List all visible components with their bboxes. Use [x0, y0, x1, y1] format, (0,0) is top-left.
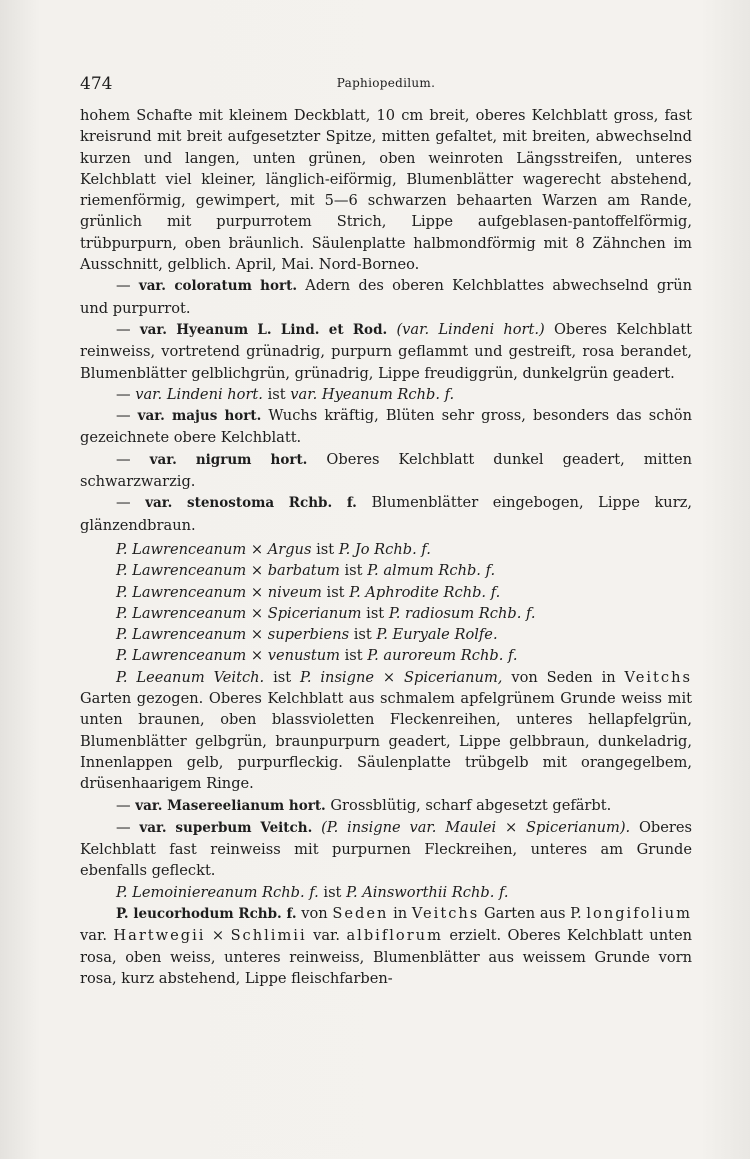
- variety-nigrum: — var. nigrum hort. Oberes Kelchblatt dunkel geadert, mitten schwarzwarzig.: [80, 450, 693, 491]
- hybrid-line: P. Lawrenceanum × venustum ist P. auroreum Rchb. f.: [116, 647, 518, 665]
- paragraph-main: hohem Schafte mit kleinem Deckblatt, 10 cm breit, oberes Kelchblatt gross, fast kreisrund mit breit aufgesetzter Spitze, mitten gefaltet, mit breiten, abwechselnd kurzen und langen, unten grünen, oben weinroten Längsstreifen, unteres Kelchblatt viel kleiner, länglich-eiförmig, Blumenblätter wagerecht abstehend, riemenförmig, gewimpert, mit 5—6 schwarzen behaarten Warzen am Rande, grünlich mit purpurrotem Strich, Lippe aufgeblasen-pantoffelförmig, trübpurpurn, oben bräunlich. Säulenplatte halbmondförmig mit 8 Zähnchen im Ausschnitt, gelblich. April, Mai. Nord-Borneo.: [80, 107, 692, 274]
- page-header: [80, 74, 692, 98]
- paragraph-lemoiniereanum: P. Lemoiniereanum Rchb. f. ist P. Ainsworthii Rchb. f.: [116, 883, 509, 901]
- variety-name: var. Hyeanum L. Lind. et Rod.: [139, 321, 388, 338]
- variety-stenostoma: — var. stenostoma Rchb. f. Blumenblätter eingebogen, Lippe kurz, glänzendbraun.: [80, 494, 692, 534]
- paragraph-leeanum: P. Leeanum Veitch. ist P. insigne × Spicerianum, von Seden in Veitchs Garten gezogen. Oberes Kelchblatt aus schmalem apfelgrünem Grunde weiss mit unten braunen, oben blassvioletten Fleckenreihen, unteres hellapfelgrün, Blumenblätter gelbgrün, braunpurpurn geadert, Lippe gelbbraun, dunkeladrig, Innenlappen gelb, purpurfleckig. Säulenplatte trübgelb mit orangegelbem, drüsenhaarigem Ringe.: [80, 668, 692, 793]
- hybrid-line: P. Lawrenceanum × Spicerianum ist P. radiosum Rchb. f.: [116, 604, 536, 622]
- variety-superbum: — var. superbum Veitch. (P. insigne var. Maulei × Spicerianum). Oberes Kelchblatt fast reinweiss mit purpurnen Fleckreihen, unteres am Grunde ebenfalls gefleckt.: [80, 818, 692, 880]
- variety-name: var. coloratum hort.: [138, 278, 298, 295]
- body-text: [80, 105, 692, 989]
- synonym: (P. insigne var. Maulei × Spicerianum).: [321, 818, 631, 836]
- variety-masereelianum: — var. Masereelianum hort. Grossblütig, scharf abgesetzt gefärbt.: [116, 796, 612, 814]
- running-head: Paphiopedilum.: [336, 76, 436, 90]
- variety-lindeni: — var. Lindeni hort. ist var. Hyeanum Rchb. f.: [116, 385, 455, 403]
- variety-name: var. Masereelianum hort.: [135, 797, 326, 814]
- hybrid-line: P. Lawrenceanum × niveum ist P. Aphrodite Rchb. f.: [116, 583, 501, 601]
- variety-name: var. nigrum hort.: [149, 451, 308, 468]
- hybrid-line: P. Lawrenceanum × Argus ist P. Jo Rchb. f.: [116, 540, 431, 558]
- species-name: P. Leeanum Veitch.: [116, 668, 265, 686]
- paragraph-leucorhodum: P. leucorhodum Rchb. f. von Seden in Veitchs Garten aus P. longifolium var. Hartwegii × Schlimii var. albiflorum erzielt. Oberes Kelchblatt unten rosa, oben weiss, unteres reinweiss, Blumenblätter aus weissem Grunde vorn rosa, kurz abstehend, Lippe fleischfarben-: [80, 904, 692, 987]
- page-number: 474: [80, 74, 113, 94]
- variety-coloratum: — var. coloratum hort. Adern des oberen Kelchblattes abwechselnd grün und purpurrot.: [80, 277, 692, 317]
- hybrid-list: [80, 539, 692, 667]
- variety-name: var. superbum Veitch.: [139, 819, 313, 836]
- synonym: (var. Lindeni hort.): [396, 320, 545, 338]
- variety-majus: — var. majus hort. Wuchs kräftig, Blüten sehr gross, besonders das schön gezeichnete obere Kelchblatt.: [80, 407, 692, 447]
- variety-name: var. stenostoma Rchb. f.: [145, 495, 357, 512]
- variety-name: var. majus hort.: [137, 408, 262, 425]
- variety-hyeanum: — var. Hyeanum L. Lind. et Rod. (var. Lindeni hort.) Oberes Kelchblatt reinweiss, vortretend grünadrig, purpurn geflammt und gestreift, rosa berandet, Blumenblätter gelblichgrün, grünadrig, Lippe freudiggrün, dunkelgrün geadert.: [80, 320, 693, 382]
- hybrid-line: P. Lawrenceanum × barbatum ist P. almum Rchb. f.: [116, 562, 496, 580]
- hybrid-line: P. Lawrenceanum × superbiens ist P. Euryale Rolfe.: [116, 626, 498, 644]
- species-name: P. leucorhodum Rchb. f.: [116, 905, 297, 922]
